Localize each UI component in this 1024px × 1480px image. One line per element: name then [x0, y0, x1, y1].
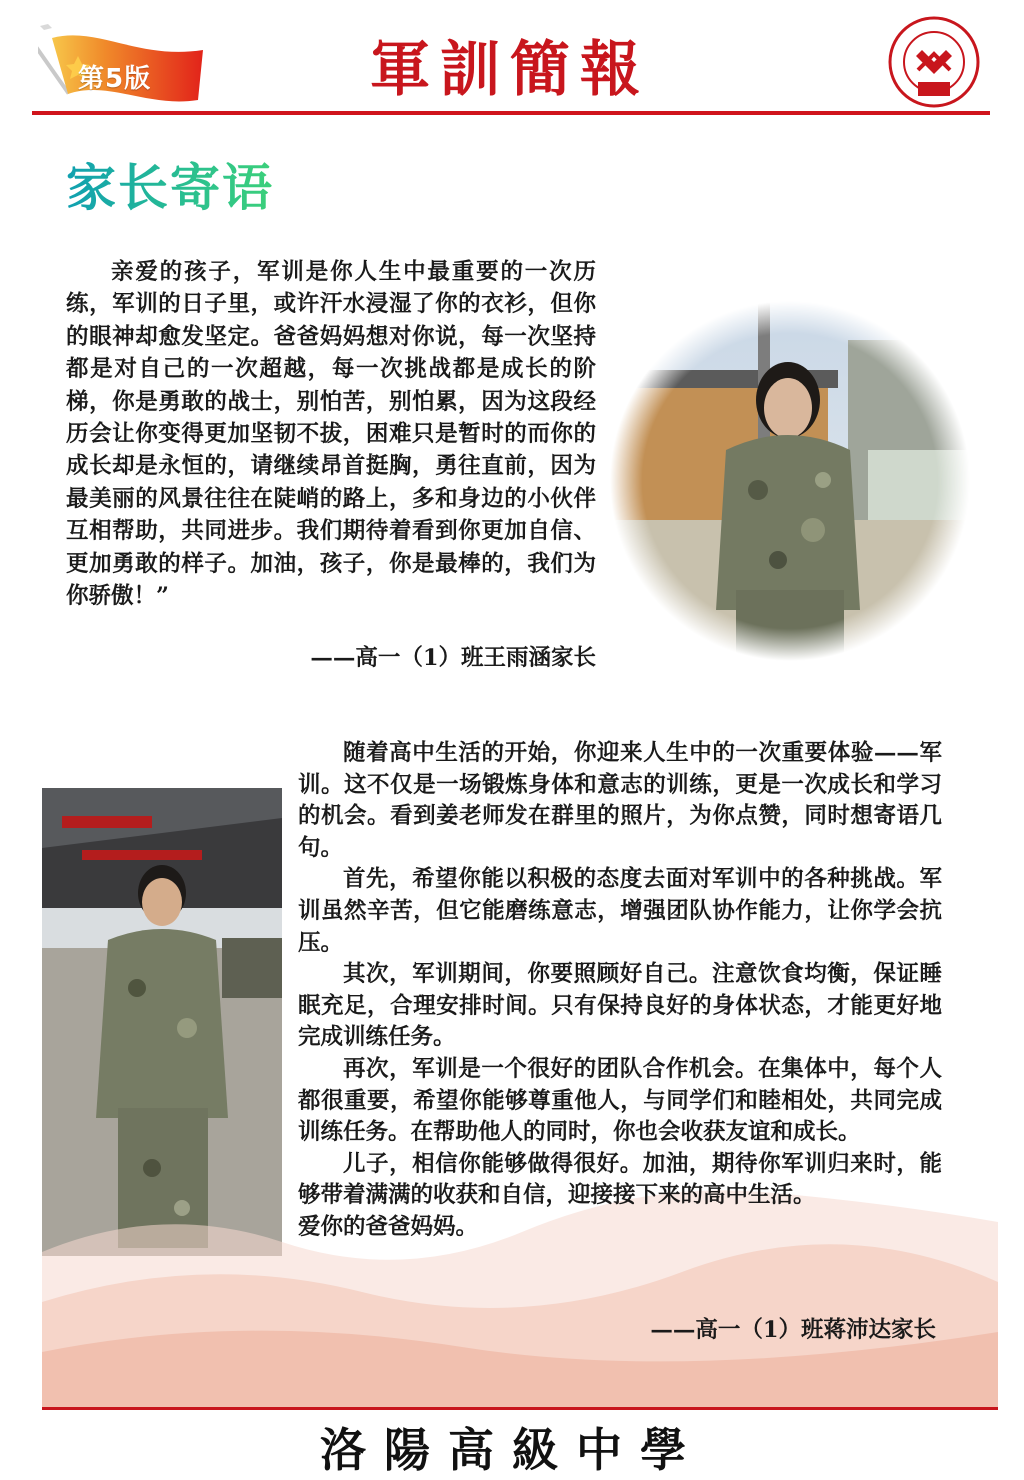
- letter-2-signature: ——高一（1）班蒋沛达家长: [650, 1317, 936, 1343]
- issue-label: 第5版: [78, 64, 152, 94]
- letter-1-signature: ——高一（1）班王雨涵家长: [310, 645, 596, 671]
- letter-1-paragraph: 亲爱的孩子，军训是你人生中最重要的一次历练，军训的日子里，或许汗水浸湿了你的衣衫，但你的眼神却愈发坚定。爸爸妈妈想对你说，每一次坚持都是对自己的一次超越，每一次挑战都是成长的阶梯，你是勇敢的战士，别怕苦，别怕累，因为这段经历会让你变得更加坚韧不拔，困难只是暂时的而你的成长却是永恒的，请继续昂首挺胸，勇往直前，因为最美丽的风景往往在陡峭的路上，多和身边的小伙伴互相帮助，共同进步。我们期待着看到你更加自信、更加勇敢的样子。加油，孩子，你是最棒的，我们为你骄傲！”: [66, 259, 596, 610]
- letter-2-paragraph: 儿子，相信你能够做得很好。加油，期待你军训归来时，能够带着满满的收获和自信，迎接接下来的高中生活。: [298, 1150, 942, 1209]
- letter-1: [66, 256, 596, 612]
- school-name-footer: 洛陽高級中學: [320, 1423, 704, 1477]
- masthead-title: 軍訓簡報: [370, 35, 650, 105]
- page-header: [0, 0, 1024, 120]
- issue-flag: [38, 20, 208, 105]
- school-logo-icon: [888, 16, 980, 108]
- letter-2-paragraph: 其次，军训期间，你要照顾好自己。注意饮食均衡，保证睡眠充足，合理安排时间。只有保持良好的身体状态，才能更好地完成训练任务。: [298, 961, 942, 1051]
- footer-rule: [42, 1407, 998, 1410]
- section-title: 家长寄语: [66, 148, 274, 220]
- header-rule: [32, 111, 990, 115]
- letter-2-closing: 爱你的爸爸妈妈。: [298, 1213, 479, 1240]
- letter-2: [298, 738, 942, 1244]
- letter-2-paragraph: 首先，希望你能以积极的态度去面对军训中的各种挑战。军训虽然辛苦，但它能磨练意志，增强团队协作能力，让你学会抗压。: [298, 866, 942, 956]
- letter-2-paragraph: 再次，军训是一个很好的团队合作机会。在集体中，每个人都很重要，希望你能够尊重他人，与同学们和睦相处，共同完成训练任务。在帮助他人的同时，你也会收获友谊和成长。: [298, 1055, 942, 1146]
- letter-2-paragraph: 随着高中生活的开始，你迎来人生中的一次重要体验——军训。这不仅是一场锻炼身体和意志的训练，更是一次成长和学习的机会。看到姜老师发在群里的照片，为你点赞，同时想寄语几句。: [298, 740, 942, 861]
- student-photo-1: [608, 300, 972, 662]
